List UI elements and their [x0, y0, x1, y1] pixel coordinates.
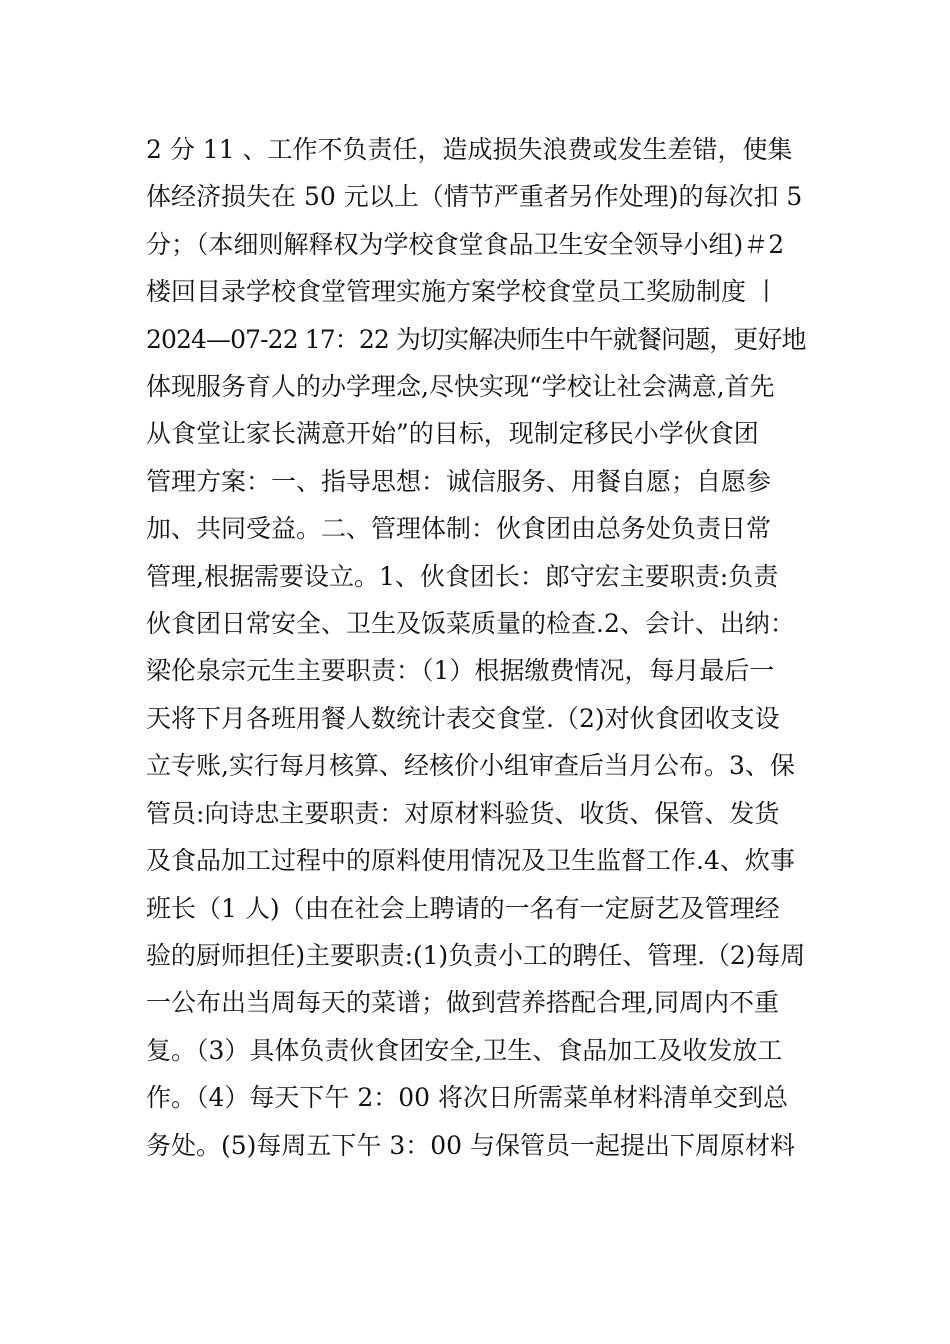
text-line: 班长（1 人)（由在社会上聘请的一名有一定厨艺及管理经 — [146, 893, 780, 923]
text-line: 体现服务育人的办学理念,尽快实现“学校让社会满意,首先 — [146, 372, 775, 402]
text-line: 作。（4）每天下午 2：00 将次日所需菜单材料清单交到总 — [146, 1083, 789, 1113]
text-line: 一公布出当周每天的菜谱；做到营养搭配合理,同周内不重 — [146, 988, 779, 1018]
text-line: 管员:向诗忠主要职责：对原材料验货、收货、保管、发货 — [146, 798, 780, 828]
text-line: 复。（3）具体负责伙食团安全,卫生、食品加工及收发放工 — [146, 1035, 783, 1065]
text-line: 管理,根据需要设立。1、伙食团长：郎守宏主要职责:负责 — [146, 561, 779, 591]
text-line: 管理方案：一、指导思想：诚信服务、用餐自愿；自愿参 — [146, 466, 772, 496]
text-line: 梁伦泉宗元生主要职责：（1）根据缴费情况，每月最后一 — [146, 656, 775, 686]
text-line: 及食品加工过程中的原料使用情况及卫生监督工作.4、炊事 — [146, 846, 795, 876]
text-line: 2 分 11 、工作不负责任，造成损失浪费或发生差错，使集 — [146, 135, 793, 164]
text-line: 伙食团日常安全、卫生及饭菜质量的检查.2、会计、出纳： — [146, 609, 795, 639]
text-line: 楼回目录学校食堂管理实施方案学校食堂员工奖励制度 丨 — [146, 277, 779, 307]
text-line: 验的厨师担任)主要职责:(1)负责小工的聘任、管理.（2)每周 — [146, 940, 806, 970]
text-line: 加、共同受益。二、管理体制：伙食团由总务处负责日常 — [146, 514, 772, 544]
text-line: 务处。(5)每周五下午 3：00 与保管员一起提出下周原材料 — [146, 1130, 796, 1160]
body-paragraph — [146, 126, 806, 1169]
text-line: 体经济损失在 50 元以上（情节严重者另作处理)的每次扣 5 — [146, 182, 803, 212]
text-line: 立专账,实行每月核算、经核价小组审查后当月公布。3、保 — [146, 751, 795, 781]
text-line: 2024—07-22 17：22 为切实解决师生中午就餐问题，更好地 — [146, 324, 806, 354]
text-line: 从食堂让家长满意开始”的目标，现制定移民小学伙食团 — [146, 419, 759, 449]
text-line: 天将下月各班用餐人数统计表交食堂.（2)对伙食团收支设 — [146, 703, 780, 733]
text-line: 分；（本细则解释权为学校食堂食品卫生安全领导小组)＃2 — [146, 229, 785, 259]
